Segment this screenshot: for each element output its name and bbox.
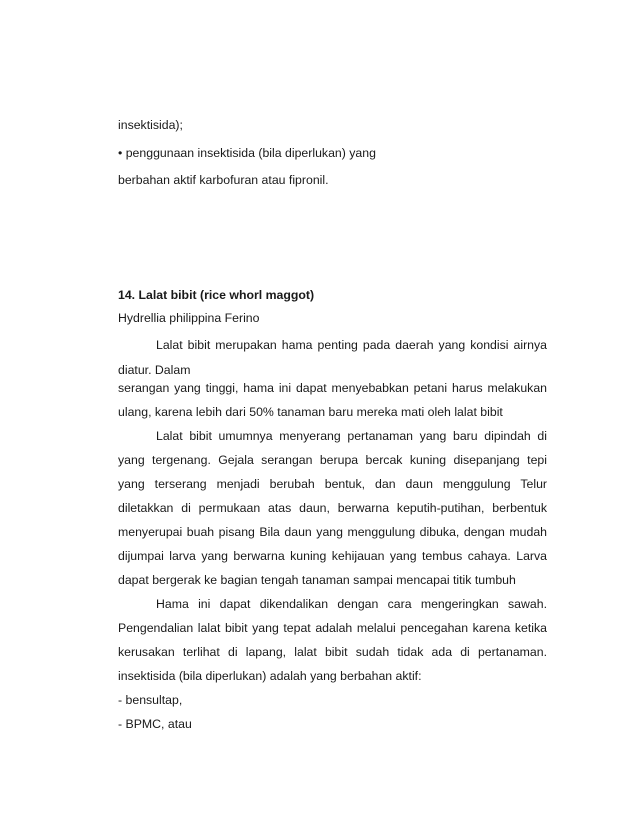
- section-heading: 14. Lalat bibit (rice whorl maggot): [118, 288, 315, 302]
- paragraph-line: kerusakan terlihat di lapang, lalat bibit sudah tidak ada di pertanaman.: [118, 645, 547, 659]
- paragraph-line: Pengendalian lalat bibit yang tepat adalah melalui pencegahan karena ketika: [118, 621, 547, 635]
- paragraph-line: Hama ini dapat dikendalikan dengan cara mengeringkan sawah.: [156, 597, 547, 611]
- paragraph-line: serangan yang tinggi, hama ini dapat menyebabkan petani harus melakukan: [118, 381, 547, 395]
- text-line: • penggunaan insektisida (bila diperlukan) yang: [118, 146, 376, 160]
- paragraph-line: insektisida (bila diperlukan) adalah yang berbahan aktif:: [118, 669, 422, 683]
- list-item: - BPMC, atau: [118, 717, 192, 731]
- text-line: insektisida);: [118, 118, 183, 132]
- species-name: Hydrellia philippina Ferino: [118, 311, 260, 325]
- paragraph-line: yang tergenang. Gejala serangan berupa bercak kuning disepanjang tepi: [118, 453, 547, 467]
- paragraph-line: ulang, karena lebih dari 50% tanaman baru mereka mati oleh lalat bibit: [118, 405, 503, 419]
- paragraph-line: dapat bergerak ke bagian tengah tanaman sampai mencapai titik tumbuh: [118, 573, 516, 587]
- text-line: berbahan aktif karbofuran atau fipronil.: [118, 173, 329, 187]
- list-item: - bensultap,: [118, 693, 183, 707]
- paragraph-line: diatur. Dalam: [118, 363, 191, 377]
- paragraph-line: menyerupai buah pisang Bila daun yang menggulung dibuka, dengan mudah: [118, 525, 547, 539]
- paragraph-line: yang terserang menjadi berubah bentuk, dan daun menggulung Telur: [118, 477, 547, 491]
- paragraph-line: Lalat bibit merupakan hama penting pada daerah yang kondisi airnya: [156, 338, 547, 352]
- paragraph-line: dijumpai larva yang berwarna kuning kehijauan yang tembus cahaya. Larva: [118, 549, 547, 563]
- paragraph-line: diletakkan di permukaan atas daun, berwarna keputih-putihan, berbentuk: [118, 501, 547, 515]
- paragraph-line: Lalat bibit umumnya menyerang pertanaman yang baru dipindah di: [156, 429, 547, 443]
